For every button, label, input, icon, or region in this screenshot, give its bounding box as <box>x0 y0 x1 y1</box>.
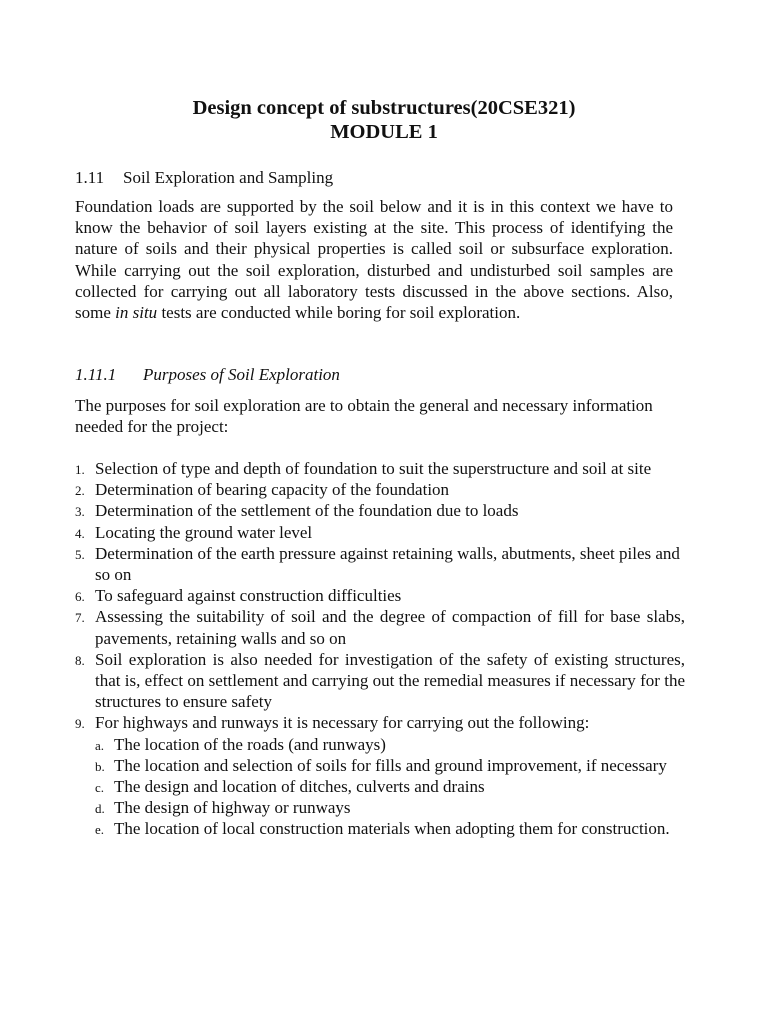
list-item-text: For highways and runways it is necessary for carrying out the following: <box>95 713 590 733</box>
list-marker: 8. <box>75 652 85 668</box>
subsection-number: 1.11.1 <box>75 365 117 384</box>
sublist-marker: c. <box>95 780 105 796</box>
list-item-text: Selection of type and depth of foundation to suit the superstructure and soil at site <box>95 459 652 478</box>
sublist-item-text: The location of the roads (and runways) <box>114 734 386 754</box>
list-item <box>75 500 685 521</box>
module-title: MODULE 1 <box>330 121 438 143</box>
list-marker: 9. <box>75 716 85 732</box>
list-item-text: Assessing the suitability of soil and the degree of compaction of fill for base slabs, pavements, retaining walls and so on <box>95 607 685 648</box>
list-item <box>75 543 685 585</box>
list-marker: 4. <box>75 525 85 541</box>
list-item-text: Determination of the settlement of the foundation due to loads <box>95 501 519 521</box>
sublist-item <box>95 797 685 818</box>
list-item <box>75 479 685 500</box>
list-marker: 6. <box>75 589 85 605</box>
section-number: 1.11 <box>75 168 105 187</box>
intro-italic-term: in situ <box>115 303 158 323</box>
subsection-heading <box>75 365 340 385</box>
sublist-item-text: The location of local construction materials when adopting them for construction. <box>114 819 670 839</box>
list-item-text: Determination of bearing capacity of the foundation <box>95 480 450 500</box>
list-marker: 2. <box>75 483 85 499</box>
sublist-marker: d. <box>95 801 105 817</box>
list-item <box>75 606 685 648</box>
sublist-item-text: The design and location of ditches, culverts and drains <box>114 777 485 797</box>
list-marker: 1. <box>75 462 85 477</box>
document-title: Design concept of substructures(20CSE321) <box>192 97 576 119</box>
intro-text-part2: tests are conducted while boring for soil exploration. <box>157 303 521 323</box>
list-item <box>75 649 685 713</box>
sublist-marker: b. <box>95 758 105 774</box>
subsection-title: Purposes of Soil Exploration <box>143 365 340 384</box>
purposes-list <box>75 458 685 840</box>
sublist-item-text: The location and selection of soils for fills and ground improvement, if necessary <box>114 755 667 775</box>
section-heading <box>75 168 333 188</box>
list-item-text: Soil exploration is also needed for investigation of the safety of existing structures, that is, effect on settlement and carrying out the remedial measures if necessary for the structures to ensure safety <box>95 649 685 712</box>
sublist-item <box>95 755 685 776</box>
highway-sublist <box>95 734 685 840</box>
sublist-marker: e. <box>95 822 105 838</box>
list-item <box>75 712 685 839</box>
list-item <box>75 458 685 479</box>
list-item <box>75 585 685 606</box>
sublist-marker: a. <box>95 737 105 753</box>
sublist-item <box>95 818 685 839</box>
list-marker: 7. <box>75 610 85 626</box>
sublist-item-text: The design of highway or runways <box>114 798 351 818</box>
list-item-text: Determination of the earth pressure against retaining walls, abutments, sheet piles and so on <box>95 543 680 585</box>
sublist-item <box>95 734 685 755</box>
subsection-intro-paragraph: The purposes for soil exploration are to obtain the general and necessary information needed for the project: <box>75 396 653 437</box>
list-marker: 3. <box>75 504 85 520</box>
list-item-text: To safeguard against construction difficulties <box>95 586 402 606</box>
list-item <box>75 522 685 543</box>
list-item-text: Locating the ground water level <box>95 522 313 542</box>
sublist-item <box>95 776 685 797</box>
intro-text-part1: Foundation loads are supported by the soil below and it is in this context we have to know the behavior of soil layers existing at the site. This process of identifying the nature of soils and their physical properties is called soil or subsurface exploration. While carrying out the soil exploration, disturbed and undisturbed soil samples are collected for carrying out all laboratory tests discussed in the above sections. Also, some <box>75 197 673 323</box>
list-marker: 5. <box>75 546 85 562</box>
section-intro-paragraph <box>75 196 673 323</box>
section-title: Soil Exploration and Sampling <box>123 168 334 187</box>
